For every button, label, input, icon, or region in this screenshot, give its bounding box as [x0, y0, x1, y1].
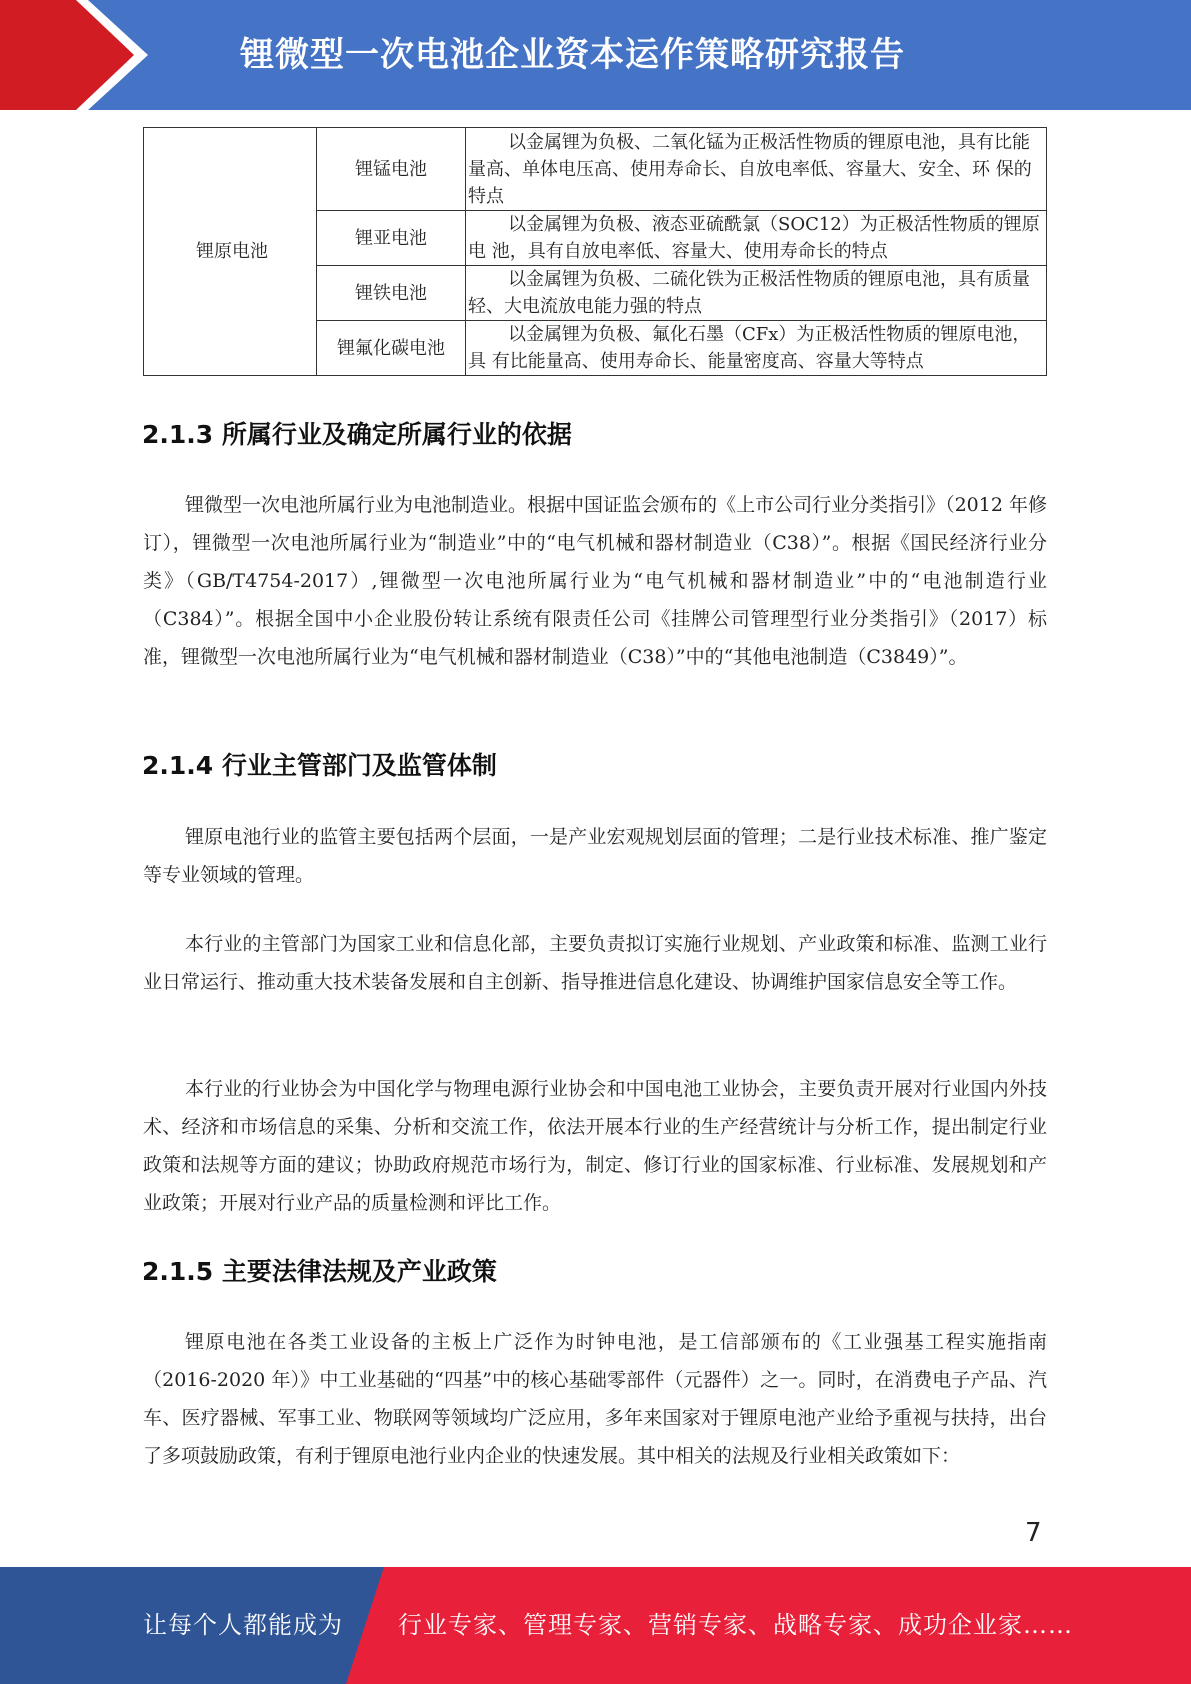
paragraph: 本行业的行业协会为中国化学与物理电源行业协会和中国电池工业协会，主要负责开展对行业国内外技术、经济和市场信息的采集、分析和交流工作，依法开展本行业的生产经营统计与分析工作，提出制定行业政策和法规等方面的建议；协助政府规范市场行为，制定、修订行业的国家标准、行业标准、发展规划和产业政策；开展对行业产品的质量检测和评比工作。: [143, 1078, 1047, 1214]
page-number: 7: [1025, 1518, 1042, 1548]
battery-desc-cell: 以金属锂为负极、液态亚硫酰氯（SOC12）为正极活性物质的锂原电 池，具有自放电率低、容量大、使用寿命长的特点: [466, 211, 1047, 266]
paragraph: 锂原电池在各类工业设备的主板上广泛作为时钟电池，是工信部颁布的《工业强基工程实施指南（2016-2020 年）》中工业基础的“四基”中的核心基础零部件（元器件）之一。同时，在消费电子产品、汽车、医疗器械、军事工业、物联网等领域均广泛应用，多年来国家对于锂原电池产业给予重视与扶持，出台了多项鼓励政策，有利于锂原电池行业内企业的快速发展。其中相关的法规及行业相关政策如下：: [143, 1331, 1047, 1467]
battery-classification-table: [143, 127, 1047, 376]
table-row: [144, 128, 1047, 211]
battery-name-cell: 锂铁电池: [317, 266, 466, 321]
paragraph: 锂原电池行业的监管主要包括两个层面，一是产业宏观规划层面的管理；二是行业技术标准、推广鉴定等专业领域的管理。: [143, 826, 1047, 886]
page-header-bar: [0, 0, 1191, 110]
section-heading-2-1-3: 2.1.3 所属行业及确定所属行业的依据: [142, 420, 572, 449]
paragraph: 本行业的主管部门为国家工业和信息化部，主要负责拟订实施行业规划、产业政策和标准、监测工业行业日常运行、推动重大技术装备发展和自主创新、指导推进信息化建设、协调维护国家信息安全等工作。: [143, 933, 1047, 993]
footer-slogan-left: 让每个人都能成为: [143, 1611, 343, 1639]
category-cell: 锂原电池: [144, 128, 317, 376]
header-chevron-icon: [0, 0, 160, 110]
footer-slogan-right: 行业专家、管理专家、营销专家、战略专家、成功企业家……: [398, 1611, 1073, 1639]
battery-desc-cell: 以金属锂为负极、二氧化锰为正极活性物质的锂原电池，具有比能量高、单体电压高、使用寿命长、自放电率低、容量大、安全、环 保的特点: [466, 128, 1047, 211]
section-heading-2-1-4: 2.1.4 行业主管部门及监管体制: [142, 751, 497, 780]
battery-name-cell: 锂锰电池: [317, 128, 466, 211]
battery-desc-cell: 以金属锂为负极、氟化石墨（CFx）为正极活性物质的锂原电池，具 有比能量高、使用寿命长、能量密度高、容量大等特点: [466, 321, 1047, 376]
report-title: 锂微型一次电池企业资本运作策略研究报告: [240, 35, 905, 75]
battery-name-cell: 锂亚电池: [317, 211, 466, 266]
paragraph: 锂微型一次电池所属行业为电池制造业。根据中国证监会颁布的《上市公司行业分类指引》（2012 年修订），锂微型一次电池所属行业为“制造业”中的“电气机械和器材制造业（C38）”。根据《国民经济行业分类》（GB/T4754-2017）,锂微型一次电池所属行业为“电气机械和器材制造业”中的“电池制造行业（C384）”。根据全国中小企业股份转让系统有限责任公司《挂牌公司管理型行业分类指引》（2017）标准，锂微型一次电池所属行业为“电气机械和器材制造业（C38）”中的“其他电池制造（C3849）”。: [143, 494, 1047, 668]
battery-name-cell: 锂氟化碳电池: [317, 321, 466, 376]
page-footer-bar: [0, 1567, 1191, 1684]
section-heading-2-1-5: 2.1.5 主要法律法规及产业政策: [142, 1257, 497, 1286]
battery-desc-cell: 以金属锂为负极、二硫化铁为正极活性物质的锂原电池，具有质量轻、大电流放电能力强的特点: [466, 266, 1047, 321]
